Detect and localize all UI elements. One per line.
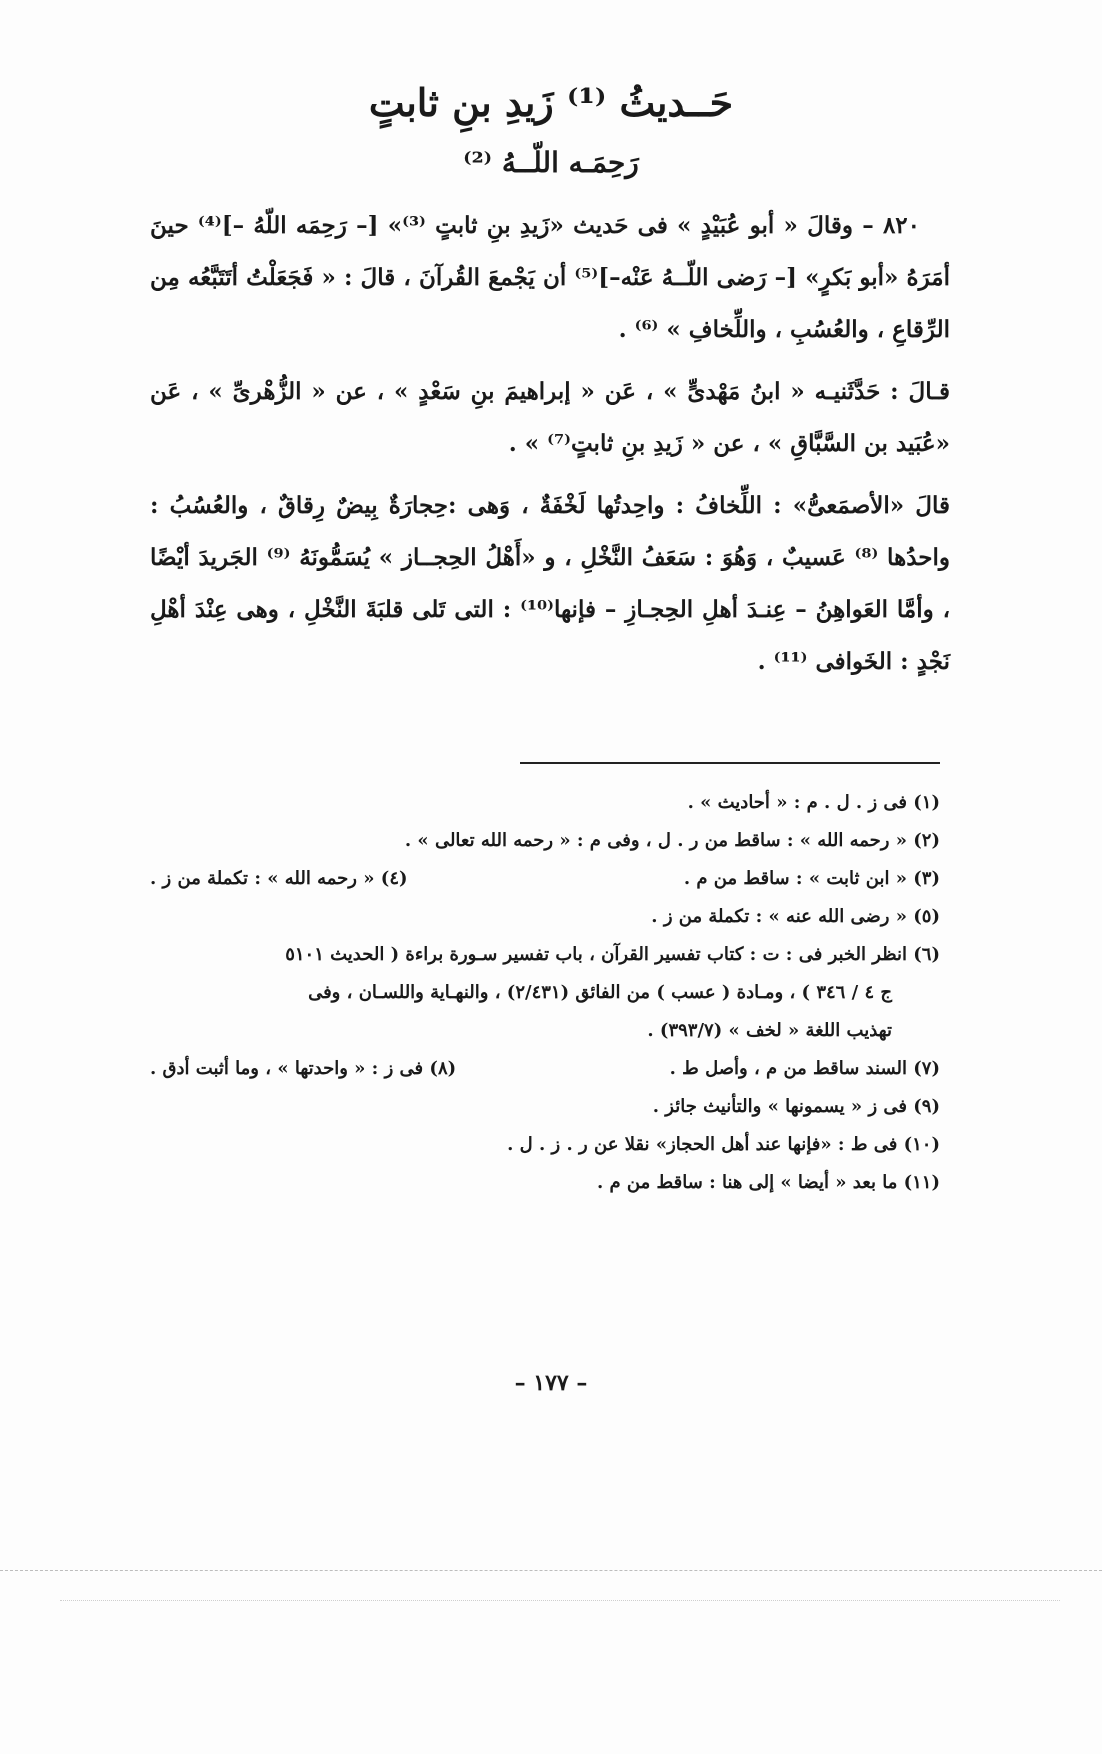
paragraph-isnad: قـالَ : حَدَّثَنيـه « ابنُ مَهْدىٍّ » ، عَن « إبراهيمَ بنِ سَعْدٍ » ، عن « الزُّهْرىِّ » ، عَن «عُبَيد بن السَّبَّاقِ » ، عن « زَيدِ بنِ ثابتٍ⁽⁷⁾ » . bbox=[150, 378, 950, 457]
main-text bbox=[150, 200, 950, 698]
page-title: حَــديثُ ⁽¹⁾ زَيدِ بنِ ثابتٍ bbox=[368, 80, 734, 125]
footnote-7: (٧) السند ساقط من م ، وأصل ط . bbox=[669, 1058, 940, 1079]
paragraph-commentary: قالَ «الأصمَعىُّ» : اللِّخافُ : واحِدتُها لَخْفَةٌ ، وَهى :حِجارَةٌ بِيضٌ رِقاقٌ ، والعُسُبُ : واحدُها ⁽⁸⁾ عَسيبٌ ، وَهُوَ : سَعَفُ النَّخْلِ ، و «أَهْلُ الحِجــاز » يُسَمُّونَهُ ⁽⁹⁾ الجَريدَ أيْضًا ، وأمَّا العَواهِنُ – عِنـدَ أهلِ الحِجـازِ – فإنها⁽¹⁰⁾ : التى تَلى قلبَةَ النَّخْلِ ، وهى عِنْدَ أهْلِ نَجْدٍ : الخَوافى ⁽¹¹⁾ . bbox=[150, 492, 950, 675]
footnote-10: (١٠) فى ط : «فإنها عند أهل الحجاز» نقلا عن ر . ز . ل . bbox=[507, 1134, 940, 1155]
footnote-5: (٥) « رضى الله عنه » : تكملة من ز . bbox=[651, 906, 940, 927]
footnote-11: (١١) ما بعد « أيضا » إلى هنا : ساقط من م . bbox=[596, 1172, 940, 1193]
footnote-9: (٩) فى ز « يسمونها » والتأنيث جائز . bbox=[652, 1096, 940, 1117]
footnote-6-end: تهذيب اللغة « لخف » (٣٩٣/٧) . bbox=[647, 1020, 892, 1041]
footnote-row-7-8 bbox=[150, 1050, 940, 1088]
footnote-4: (٤) « رحمه الله » : تكملة من ز . bbox=[150, 868, 408, 889]
footnotes bbox=[150, 784, 940, 1202]
footnote-row-3-4 bbox=[150, 860, 940, 898]
footnote-6-continued: ج ٤ / ٣٤٦ ) ، ومـادة ( عسب ) من الفائق (٢/٤٣١) ، والنهـاية واللسـان ، وفى bbox=[308, 982, 892, 1003]
footnote-3: (٣) « ابن ثابت » : ساقط من م . bbox=[683, 868, 940, 889]
footnote-1: (١) فى ز . ل . م : « أحاديث » . bbox=[687, 792, 940, 813]
footnote-8: (٨) فى ز : « واحدتها » ، وما أثبت أدق . bbox=[150, 1058, 457, 1079]
footnote-6: (٦) انظر الخبر فى : ت : كتاب تفسير القرآن ، باب تفسير سـورة براءة ( الحديث ٥١٠١ bbox=[285, 944, 940, 965]
scan-artifact-line-2 bbox=[60, 1600, 1060, 1601]
page-number: – ١٧٧ – bbox=[514, 1370, 588, 1396]
scan-artifact-line bbox=[0, 1570, 1102, 1571]
paragraph-hadith: ٨٢٠ – وقالَ « أبو عُبَيْدٍ » فى حَديث «زَيدِ بنِ ثابتٍ ⁽³⁾» [– رَحِمَه اللّهُ –]⁽⁴⁾ حينَ أمَرَهُ «أبو بَكرٍ» [– رَضى اللّــهُ عَنْه–]⁽⁵⁾ أن يَجْمعَ القُرآنَ ، قالَ : « فَجَعَلْتُ أتَتَبَّعُه مِن الرِّقاعِ ، والعُسُبِ ، واللِّخافِ » ⁽⁶⁾ . bbox=[150, 212, 951, 343]
page-subtitle: رَحِمَـه اللّــهُ ⁽²⁾ bbox=[463, 146, 639, 179]
footnote-separator bbox=[520, 762, 940, 764]
footnote-2: (٢) « رحمه الله » : ساقط من ر . ل ، وفى م : « رحمه الله تعالى » . bbox=[404, 830, 940, 851]
